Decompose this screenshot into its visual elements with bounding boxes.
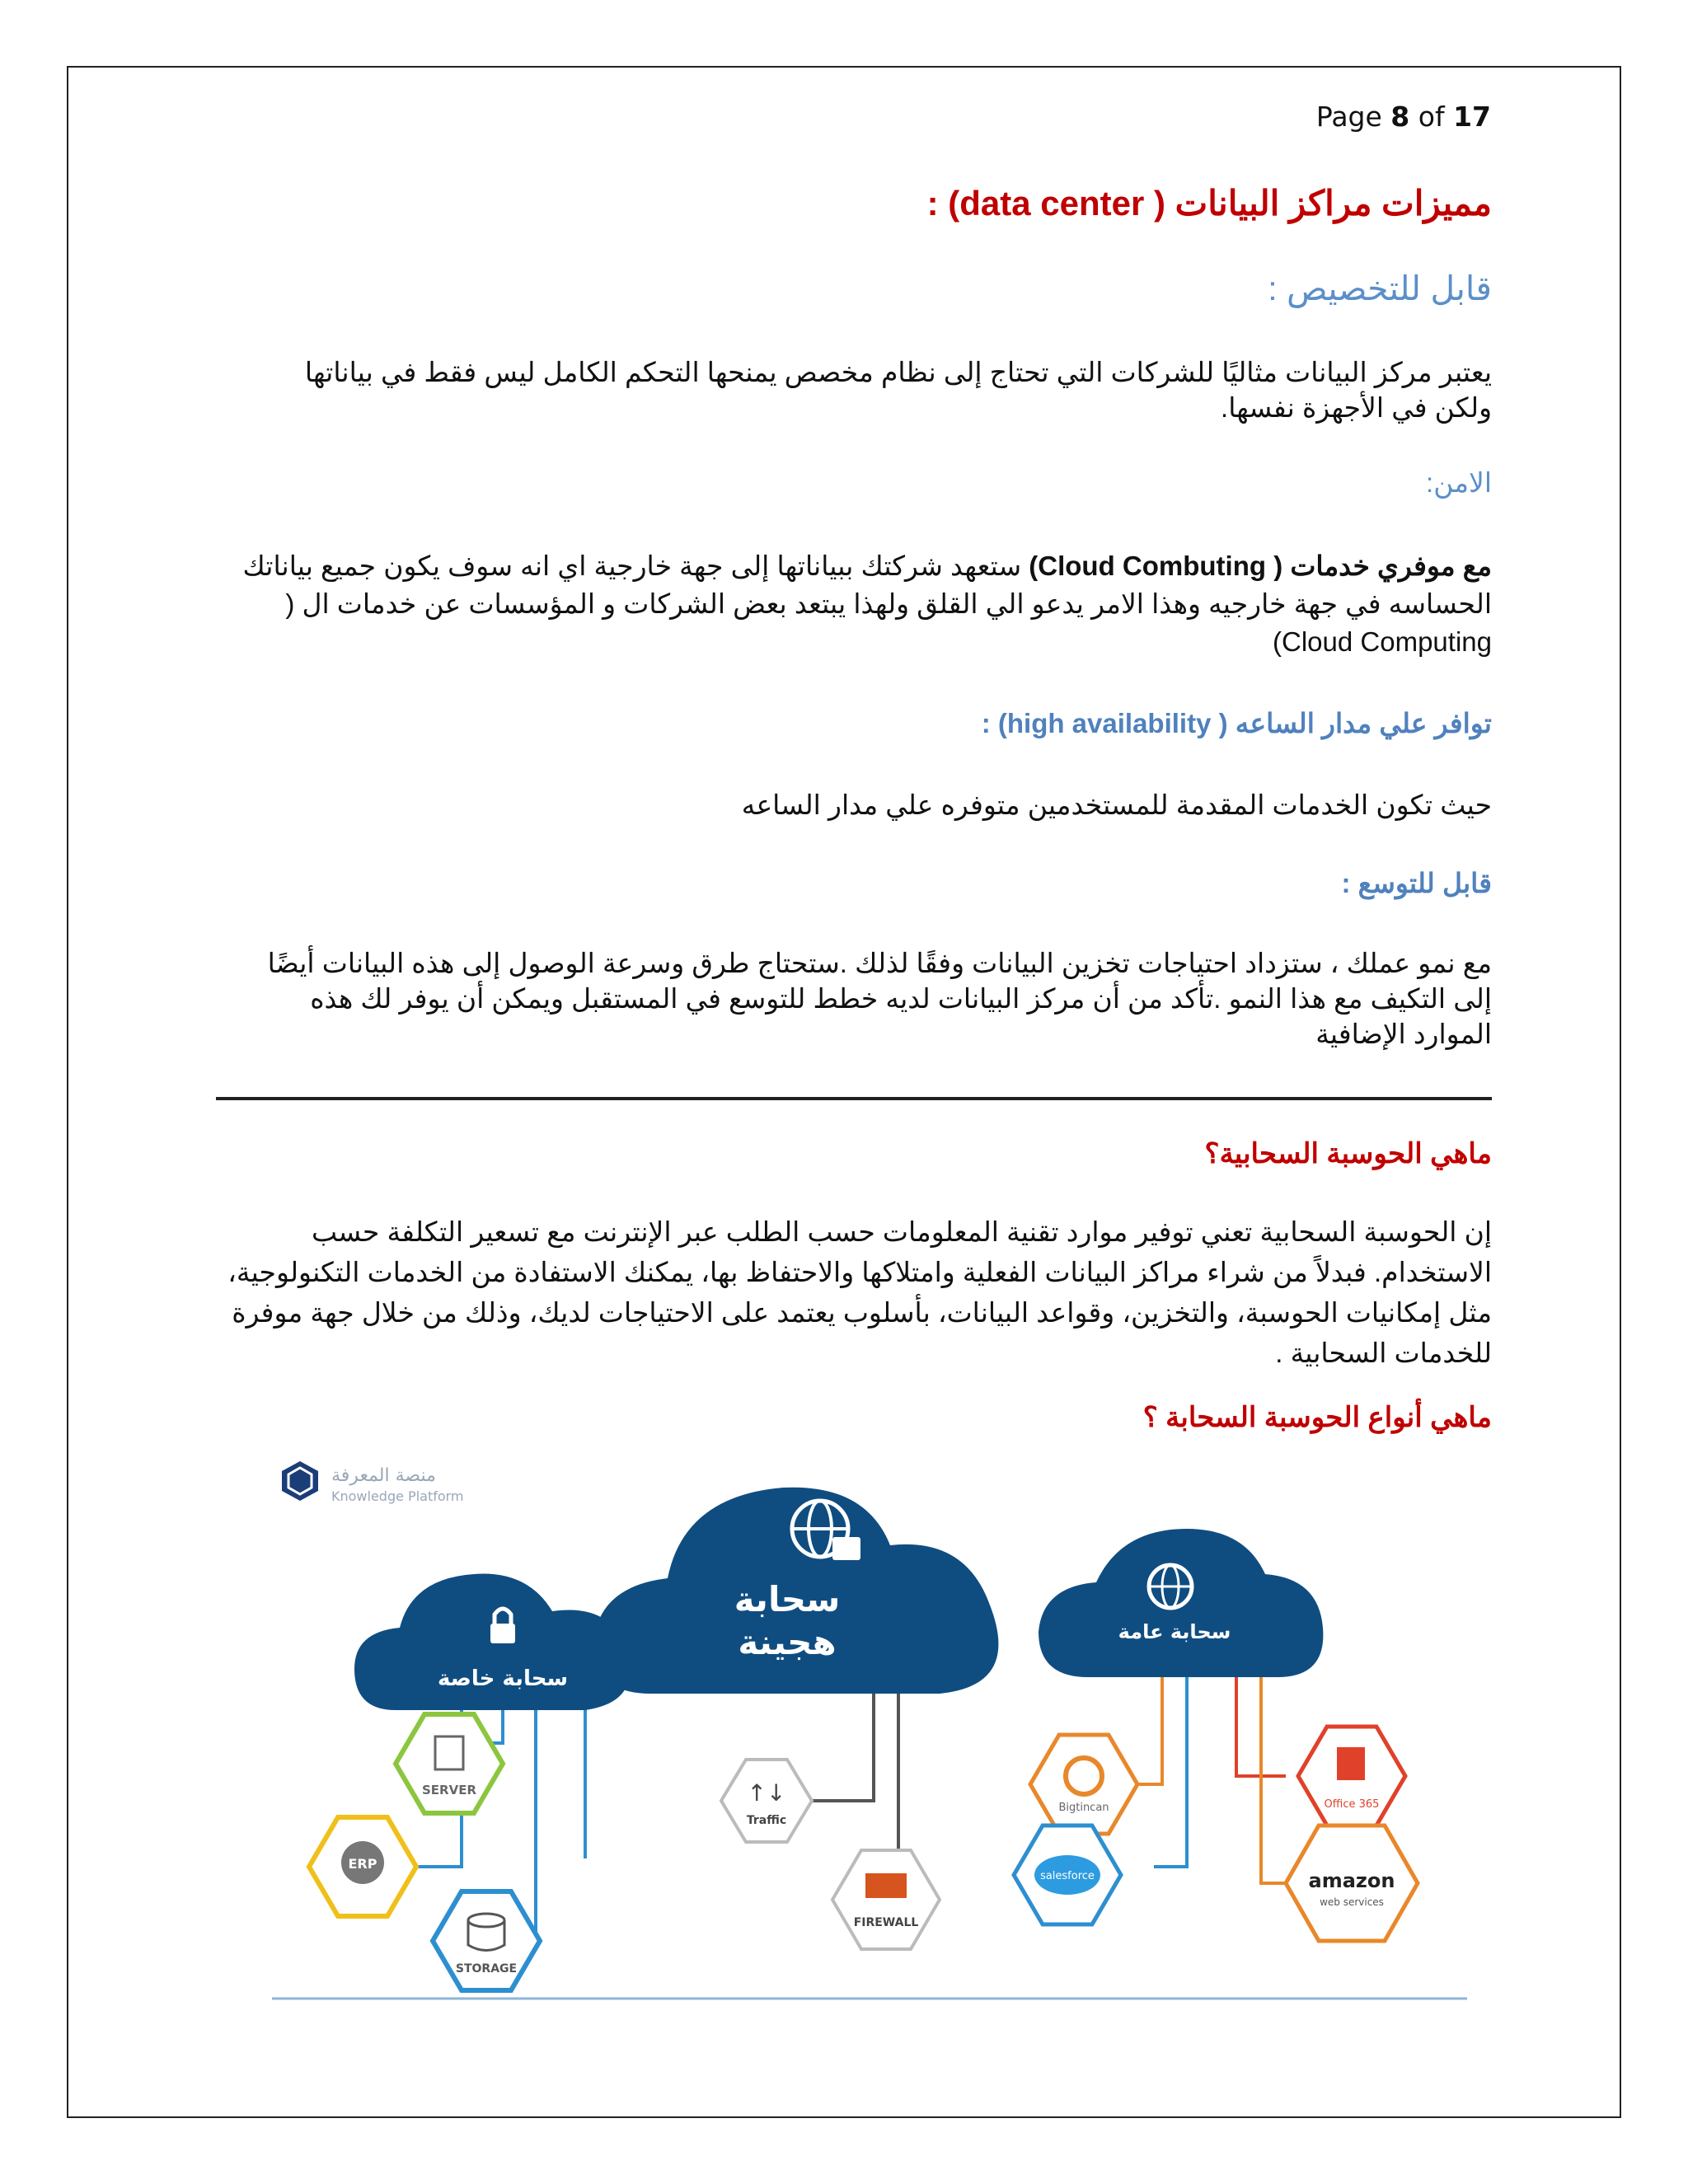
- salesforce-label: salesforce: [1040, 1870, 1095, 1882]
- cloud-types-heading: ماهي أنواع الحوسبة السحابة ؟: [1142, 1402, 1492, 1433]
- traffic-label: Traffic: [746, 1814, 787, 1827]
- traffic-hexagon: [721, 1760, 812, 1842]
- private-cloud-label: سحابة خاصة: [437, 1666, 569, 1691]
- cloud-heading: ماهي الحوسبة السحابية؟: [1204, 1138, 1492, 1169]
- bigtincan-hexagon: [1030, 1735, 1137, 1834]
- security-rest: ستعهد شركتك ببياناتها إلى جهة خارجية اي انه سوف يكون جميع بياناتك الحساسه في جهة خارجيه وهذا الامر يدعو الي القلق ولهذا يبتعد بعض الشركات و المؤسسات عن خدمات ال ( Cloud Computing): [242, 551, 1492, 657]
- amazon-hexagon: [1286, 1825, 1418, 1941]
- availability-paragraph: حيث تكون الخدمات المقدمة للمستخدمين متوفره علي مدار الساعه: [741, 790, 1492, 820]
- logo-english-text: Knowledge Platform: [331, 1488, 464, 1504]
- storage-hexagon: [433, 1891, 540, 1990]
- salesforce-hexagon: [1014, 1825, 1121, 1924]
- hybrid-cloud: [593, 1488, 998, 1694]
- scalable-paragraph: مع نمو عملك ، ستزداد احتياجات تخزين البيانات وفقًا لذلك .ستحتاج طرق وسرعة الوصول إلى هذه البيانات أيضًا إلى التكيف مع هذا النمو .تأكد من أن مركز البيانات لديه خطط للتوسع في المستقبل ويمكن أن يوفر لك هذه الموارد الإضافية: [267, 948, 1492, 1049]
- cloud-paragraph: إن الحوسبة السحابية تعني توفير موارد تقنية المعلومات حسب الطلب عبر الإنترنت مع تسعير التكلفة حسب الاستخدام. فبدلاً من شراء مراكز البيانات الفعلية وامتلاكها والاحتفاظ بها، يمكنك الاستفادة من الخدمات التكنولوجية، مثل إمكانيات الحوسبة، والتخزين، وقواعد البيانات، بأسلوب يعتمد على الاحتياجات لديك، وذلك من خلال جهة موفرة للخدمات السحابية .: [227, 1216, 1492, 1368]
- firewall-label: FIREWALL: [853, 1916, 919, 1929]
- security-heading: الامن:: [1426, 467, 1492, 498]
- customizable-paragraph: يعتبر مركز البيانات مثاليًا للشركات التي تحتاج إلى نظام مخصص يمنحها التحكم الكامل ليس فقط في بياناتها ولكن في الأجهزة نفسها.: [304, 357, 1492, 423]
- amazon-sub-label: web services: [1320, 1896, 1384, 1908]
- page-number: Page 8 of 17: [1315, 101, 1491, 133]
- public-cloud: [1039, 1529, 1323, 1677]
- server-hexagon: [396, 1714, 503, 1813]
- bigtincan-label: Bigtincan: [1058, 1802, 1109, 1814]
- logo-arabic-text: منصة المعرفة: [331, 1465, 436, 1486]
- main-heading: مميزات مراكز البيانات ( data center) :: [926, 184, 1492, 223]
- hybrid-cloud-label-2: هجينة: [738, 1622, 837, 1662]
- erp-hexagon: [309, 1817, 416, 1916]
- office365-label: Office 365: [1324, 1798, 1380, 1811]
- traffic-arrows-icon: ↑↓: [747, 1779, 786, 1807]
- office-hexagon: [1298, 1727, 1405, 1825]
- public-cloud-label: سحابة عامة: [1118, 1620, 1231, 1643]
- customizable-heading: قابل للتخصيص :: [1268, 269, 1492, 307]
- amazon-label: amazon: [1308, 1869, 1395, 1892]
- hybrid-cloud-label-1: سحابة: [734, 1579, 841, 1619]
- erp-label: ERP: [348, 1856, 377, 1872]
- cloud-types-figure: [256, 1438, 1492, 2015]
- private-cloud: [354, 1574, 630, 1710]
- knowledge-platform-logo: [282, 1461, 464, 1504]
- scalable-heading: قابل للتوسع :: [1341, 868, 1492, 898]
- security-paragraph: [239, 547, 1492, 661]
- availability-heading: توافر علي مدار الساعه ( high availability) :: [981, 708, 1492, 738]
- security-bold-lead: مع موفري خدمات ( Cloud Combuting): [1029, 551, 1492, 581]
- horizontal-divider: [216, 1097, 1492, 1100]
- server-label: SERVER: [421, 1783, 477, 1797]
- firewall-hexagon: [832, 1850, 940, 1949]
- storage-label: STORAGE: [455, 1962, 518, 1975]
